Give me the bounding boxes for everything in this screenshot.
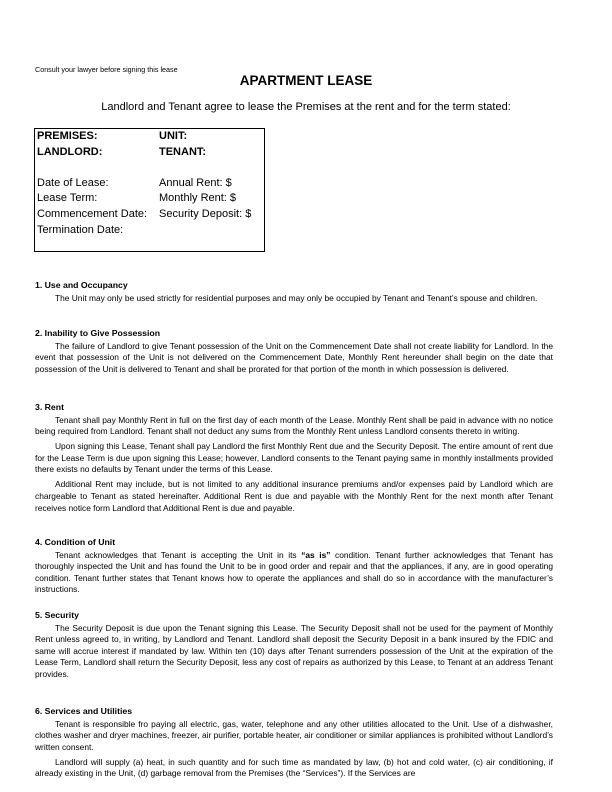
- intro-statement: Landlord and Tenant agree to lease the Premises at the rent and for the term stated:: [101, 101, 511, 113]
- commencement-date-label: Commencement Date:: [37, 208, 148, 220]
- lease-terms-box: [34, 128, 265, 252]
- document-title: APARTMENT LEASE: [239, 73, 373, 88]
- tenant-label: TENANT:: [159, 146, 207, 158]
- section-paragraph: The failure of Landlord to give Tenant possession of the Unit on the Commencement Date shall not create liability for Landlord. In the event that possession of the Unit is not delivered on the Commencement Date, Monthly Rent hereunder shall begin on the date that possession of the Unit is delivered to Tenant and shall be prorated for that portion of the month in which possession is delivered.: [35, 340, 553, 374]
- section-services-and-utilities: [35, 706, 553, 792]
- section-paragraph: The Security Deposit is due upon the Tenant signing this Lease. The Security Deposit shall not be used for the payment of Monthly Rent unless agreed to, in writing, by Landlord and Tenant. Landlord shall deposit the Security Deposit in a bank insured by the FDIC and same will accrue interest if mandated by law. Within ten (10) days after Tenant surrenders possession of the Unit at the expiration of the Lease Term, Landlord shall return the Security Deposit, less any cost of repairs as authorized by this Lease, to Tenant at an address Tenant provides.: [35, 622, 553, 679]
- section-paragraph: Tenant is responsible fro paying all electric, gas, water, telephone and any other utilities allocated to the Unit. Use of a dishwasher, clothes washer and dryer machines, freezer, air purifier, portable heater, air conditioner or similar appliances is prohibited without Landlord’s written consent.: [35, 718, 553, 752]
- as-is-emphasis: “as is”: [301, 549, 331, 560]
- section-heading: 1. Use and Occupancy: [35, 280, 128, 290]
- security-deposit-label: Security Deposit: $: [159, 208, 252, 220]
- monthly-rent-label: Monthly Rent: $: [159, 192, 237, 204]
- section-heading: 4. Condition of Unit: [35, 537, 116, 547]
- paragraph-text: Tenant acknowledges that Tenant is accepting the Unit in its: [55, 549, 302, 560]
- consult-note: Consult your lawyer before signing this lease: [35, 65, 178, 74]
- section-paragraph: Additional Rent may include, but is not limited to any additional insurance premiums and/or expenses paid by Landlord which are chargeable to Tenant as stated hereinafter. Additional Rent is due and payable with the Monthly Rent for the next month after Tenant receives notice form Landlord that Additional Rent is due and payable.: [35, 479, 553, 513]
- unit-label: UNIT:: [159, 130, 188, 142]
- paragraph-text: condition. Tenant further acknowledges that Tenant has thoroughly inspected the Unit and has found the Unit to be in good order and repair and that the appliances, if any, are in good operating condition. Tenant further states that Tenant knows how to operate the appliances and shall do so in accordance with the manufacturer’s instructions.: [35, 549, 553, 595]
- section-rent: [35, 402, 553, 518]
- annual-rent-label: Annual Rent: $: [159, 177, 232, 189]
- section-paragraph: Landlord will supply (a) heat, in such quantity and for such time as mandated by law, (b) hot and cold water, (c) air conditioning, if already existing in the Unit, (d) garbage removal from the Premises (the “Services”). If the Services are: [35, 756, 553, 779]
- landlord-label: LANDLORD:: [37, 146, 103, 158]
- section-heading: 3. Rent: [35, 402, 64, 412]
- section-inability-to-give-possession: [35, 328, 553, 379]
- section-paragraph: Tenant shall pay Monthly Rent in full on the first day of each month of the Lease. Monthly Rent shall be paid in advance with no notice being required from Landlord. Tenant shall not deduct any sums from the Monthly Rent unless Landlord consents thereto in writing.: [35, 414, 553, 437]
- section-heading: 2. Inability to Give Possession: [35, 328, 161, 338]
- section-condition-of-unit: [35, 537, 553, 599]
- section-paragraph: Upon signing this Lease, Tenant shall pay Landlord the first Monthly Rent due and the Security Deposit. The entire amount of rent due for the Lease Term is due upon signing this Lease; however, Landlord consents to the Tenant paying same in monthly installments provided there exists no defaults by Tenant under the terms of this Lease.: [35, 441, 553, 475]
- section-paragraph: [35, 550, 553, 596]
- section-heading: 6. Services and Utilities: [35, 706, 133, 716]
- section-security: [35, 610, 553, 684]
- section-heading: 5. Security: [35, 610, 79, 620]
- termination-date-label: Termination Date:: [37, 224, 124, 236]
- date-of-lease-label: Date of Lease:: [37, 177, 109, 189]
- premises-label: PREMISES:: [37, 130, 98, 142]
- section-paragraph: The Unit may only be used strictly for residential purposes and may only be occupied by Tenant and Tenant’s spouse and children.: [55, 292, 538, 303]
- lease-term-label: Lease Term:: [37, 192, 98, 204]
- section-use-and-occupancy: [35, 280, 553, 308]
